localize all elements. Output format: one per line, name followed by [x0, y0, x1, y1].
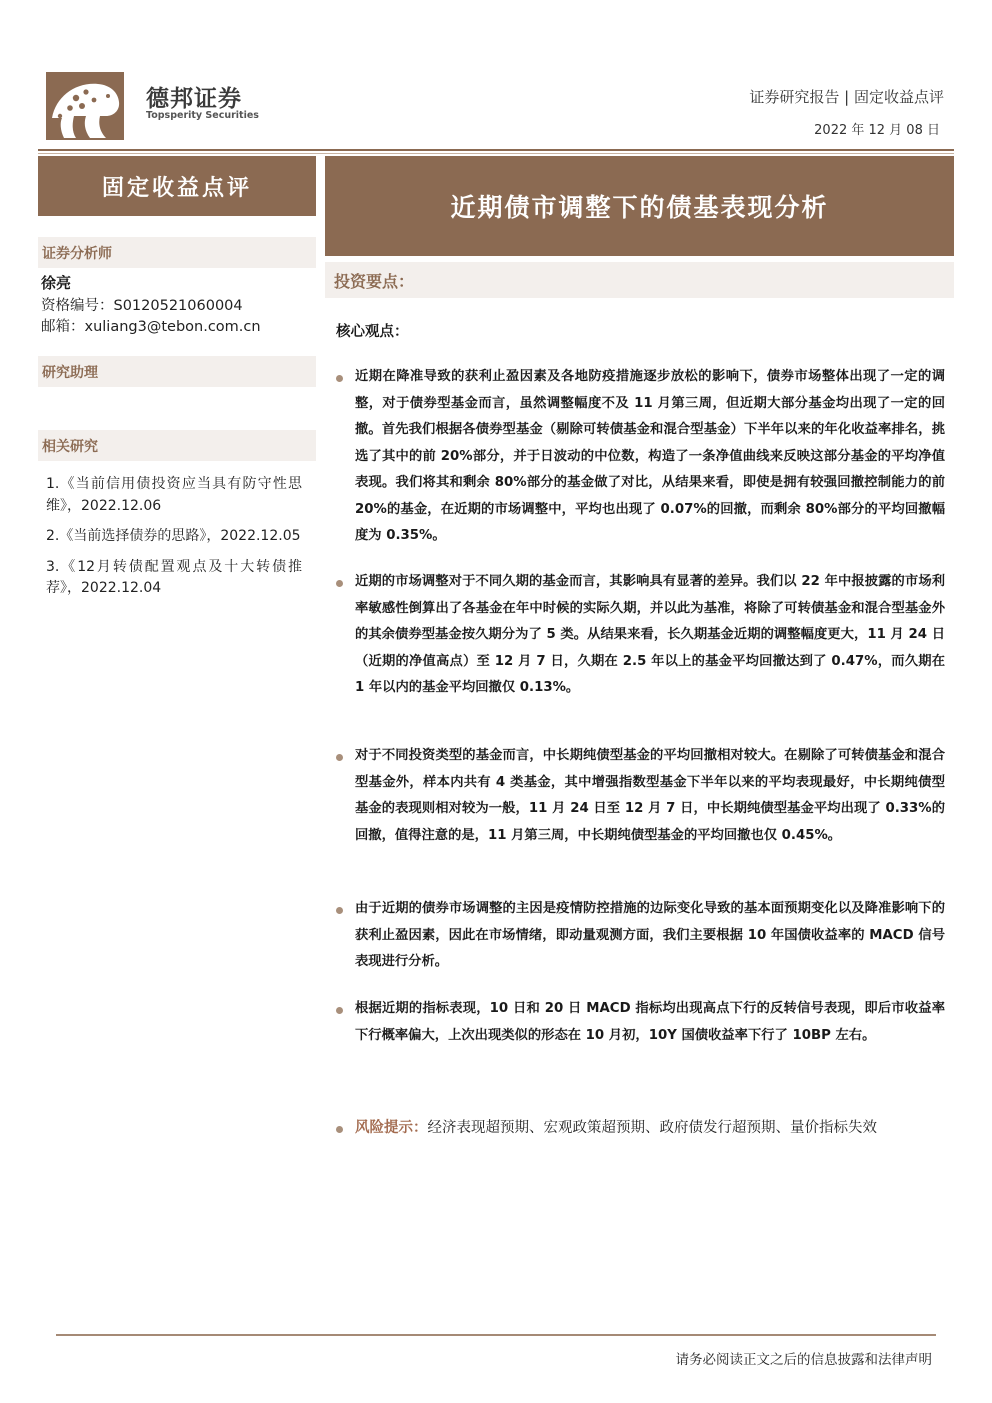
bullet-icon: [336, 907, 343, 914]
bullet-paragraph: 近期在降准导致的获利止盈因素及各地防疫措施逐步放松的影响下，债券市场整体出现了一定的调整，对于债券型基金而言，虽然调整幅度不及 11 月第三周，但近期大部分基金均出现了一定的回撤。首先我们根据各债券型基金（剔除可转债基金和混合型基金）下半年以来的年化收益率排名，挑选了其中的前 20%部分，并于日波动的中位数，构造了一条净值曲线来反映这部分基金的平均净值表现。我们将其和剩余 80%部分的基金做了对比，从结果来看，即使是拥有较强回撤控制能力的前 20%的基金，在近期的市场调整中，平均也出现了 0.07%的回撤，而剩余 80%部分的平均回撤幅度为 0.35%。: [355, 369, 945, 543]
bullet-icon: [336, 1126, 343, 1133]
bullet-icon: [336, 375, 343, 382]
analyst-email[interactable]: 邮箱：xuliang3@tebon.com.cn: [41, 319, 261, 335]
report-date: 2022 年 12 月 08 日: [814, 123, 940, 138]
points-heading: 投资要点：: [325, 262, 954, 298]
bullet-icon: [336, 1007, 343, 1014]
related-list: [46, 474, 302, 609]
report-type: 证券研究报告 | 固定收益点评: [749, 88, 944, 106]
header-divider-thin: [38, 153, 954, 154]
analyst-cert: 资格编号：S0120521060004: [41, 298, 243, 314]
bullet-paragraph: 近期的市场调整对于不同久期的基金而言，其影响具有显著的差异。我们以 22 年中报披露的市场利率敏感性倒算出了各基金在年中时候的实际久期，并以此为基准，将除了可转债基金和混合型基金外的其余债券型基金按久期分为了 5 类。从结果来看，长久期基金近期的调整幅度更大，11 月 24 日（近期的净值高点）至 12 月 7 日，久期在 2.5 年以上的基金平均回撤达到了 0.47%，而久期在 1 年以内的基金平均回撤仅 0.13%。: [355, 574, 945, 695]
assistant-heading: 研究助理: [38, 356, 316, 387]
risk-label: 风险提示：: [355, 1120, 428, 1136]
related-item[interactable]: 2.《当前选择债券的思路》，2022.12.05: [46, 528, 301, 544]
analyst-name: 徐亮: [41, 274, 72, 292]
bullet-paragraph: 根据近期的指标表现，10 日和 20 日 MACD 指标均出现高点下行的反转信号表现，即后市收益率下行概率偏大，上次出现类似的形态在 10 月初，10Y 国债收益率下行了 10BP 左右。: [355, 1001, 945, 1043]
bullet-paragraph: 对于不同投资类型的基金而言，中长期纯债型基金的平均回撤相对较大。在剔除了可转债基金和混合型基金外，样本内共有 4 类基金，其中增强指数型基金下半年以来的平均表现最好，中长期纯债型基金的表现则相对较为一般，11 月 24 日至 12 月 7 日，中长期纯债型基金平均出现了 0.33%的回撤，值得注意的是，11 月第三周，中长期纯债型基金的平均回撤也仅 0.45%。: [355, 748, 945, 843]
risk-warning: [355, 1116, 955, 1137]
company-logo: [46, 72, 124, 140]
bullet-paragraph: 由于近期的债券市场调整的主因是疫情防控措施的边际变化导致的基本面预期变化以及降准影响下的获利止盈因素，因此在市场情绪，即动量观测方面，我们主要根据 10 年国债收益率的 MACD 信号表现进行分析。: [355, 901, 945, 969]
report-title: 近期债市调整下的债基表现分析: [325, 156, 954, 256]
logo-text-cn: 德邦证券: [146, 86, 242, 112]
related-item[interactable]: 1.《当前信用债投资应当具有防守性思维》，2022.12.06: [46, 476, 302, 514]
footer-divider: [56, 1334, 936, 1336]
footer-disclaimer: 请务必阅读正文之后的信息披露和法律声明: [675, 1352, 932, 1368]
header-divider: [38, 149, 954, 151]
risk-text: 经济表现超预期、宏观政策超预期、政府债发行超预期、量价指标失效: [427, 1120, 877, 1136]
category-band: 固定收益点评: [38, 156, 316, 216]
bullet-icon: [336, 580, 343, 587]
logo-text-en: Topsperity Securities: [146, 110, 259, 121]
bullet-icon: [336, 754, 343, 761]
related-heading: 相关研究: [38, 430, 316, 461]
related-item[interactable]: 3.《12月转债配置观点及十大转债推荐》，2022.12.04: [46, 558, 302, 596]
core-title: 核心观点：: [336, 324, 409, 340]
analyst-heading: 证券分析师: [38, 237, 316, 268]
